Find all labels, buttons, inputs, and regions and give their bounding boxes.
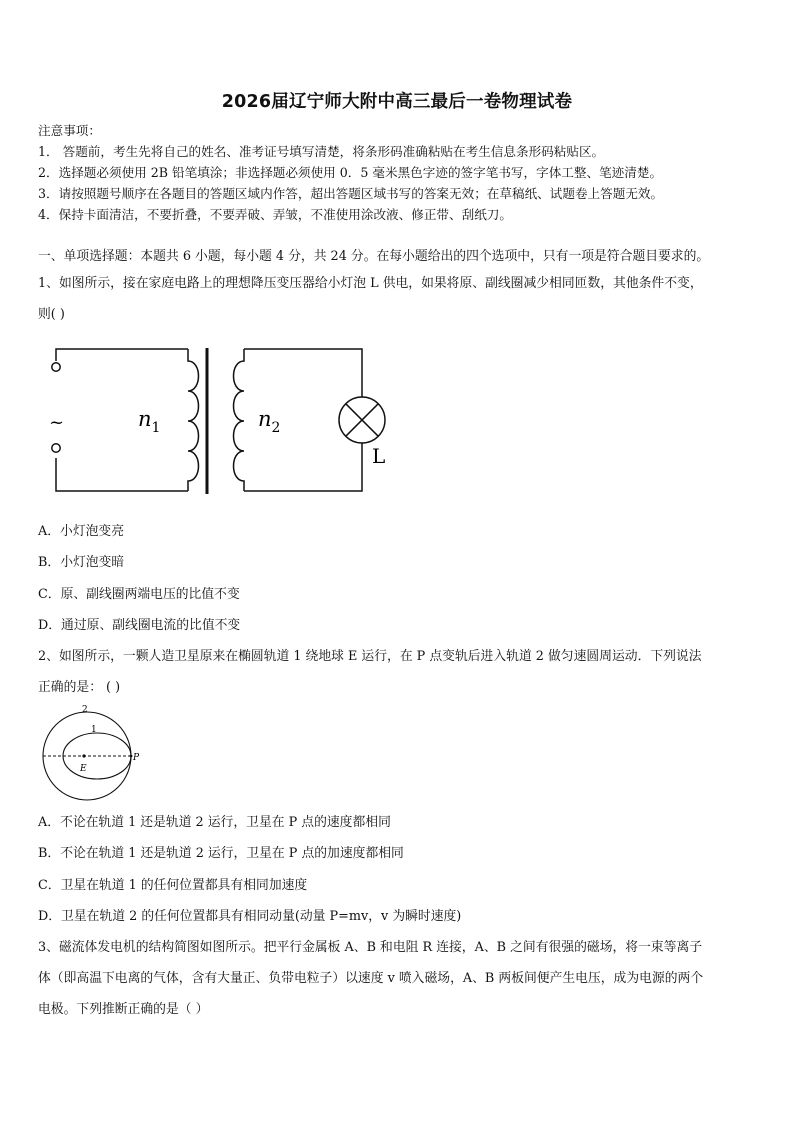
option-c: C．卫星在轨道 1 的任何位置都具有相同加速度 [38,878,308,893]
question-3-text-cont: 体（即高温下电离的气体，含有大量正、负带电粒子）以速度 v 喷入磁场，A、B 两板间便产生电压，成为电源的两个 [38,971,704,986]
lamp-label: L [372,444,386,468]
question-3-text-cont: 电极。下列推断正确的是（ ） [38,1002,209,1017]
section-heading: 一、单项选择题：本题共 6 小题，每小题 4 分，共 24 分。在每小题给出的四个选项中，只有一项是符合题目要求的。 [38,249,710,264]
ac-source-symbol: ~ [49,412,65,433]
notice-item: 4．保持卡面清洁，不要折叠，不要弄破、弄皱，不准使用涂改液、修正带、刮纸刀。 [38,207,512,222]
option-d: D．通过原、副线圈电流的比值不变 [38,618,241,633]
earth-label: E [80,764,87,774]
secondary-turns-label: $n_2$ [258,407,281,436]
notice-heading: 注意事项： [38,123,101,138]
option-d: D．卫星在轨道 2 的任何位置都具有相同动量(动量 P=mv，v 为瞬时速度) [38,909,462,924]
notice-item: 2．选择题必须使用 2B 铅笔填涂；非选择题必须使用 0．5 毫米黑色字迹的签字笔书写，字体工整、笔迹清楚。 [38,165,663,180]
question-2-text: 2、如图所示，一颗人造卫星原来在椭圆轨道 1 绕地球 E 运行，在 P 点变轨后进入轨道 2 做匀速圆周运动．下列说法 [38,649,702,664]
notice-item: 3．请按照题号顺序在各题目的答题区域内作答，超出答题区域书写的答案无效；在草稿纸、试题卷上答题无效。 [38,186,664,201]
option-a: A．不论在轨道 1 还是轨道 2 运行，卫星在 P 点的速度都相同 [38,815,391,830]
question-1-text-cont: 则( ) [38,307,65,322]
notice-item: 1． 答题前，考生先将自己的姓名、准考证号填写清楚，将条形码准确粘贴在考生信息条形码粘贴区。 [38,144,605,159]
option-a: A．小灯泡变亮 [38,524,125,539]
option-b: B．小灯泡变暗 [38,555,125,570]
question-1-text: 1、如图所示，接在家庭电路上的理想降压变压器给小灯泡 L 供电，如果将原、副线圈减少相同匝数，其他条件不变， [38,276,703,291]
page-title: 2026届辽宁师大附中高三最后一卷物理试卷 [221,92,573,112]
option-c: C．原、副线圈两端电压的比值不变 [38,587,240,602]
primary-turns-label: $n_1$ [138,407,161,436]
question-2-text-cont: 正确的是： ( ) [38,680,121,695]
option-b: B．不论在轨道 1 还是轨道 2 运行，卫星在 P 点的加速度都相同 [38,846,404,861]
point-p-label: P [133,753,140,763]
orbit-2-label: 2 [82,705,88,715]
orbit-1-label: 1 [91,725,97,735]
question-3-text: 3、磁流体发电机的结构简图如图所示。把平行金属板 A、B 和电阻 R 连接，A、B 之间有很强的磁场，将一束等离子 [38,940,703,955]
